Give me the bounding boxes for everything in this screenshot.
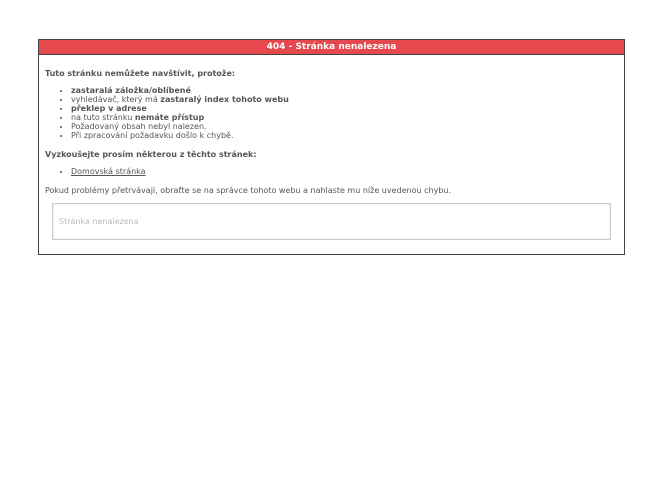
error-panel <box>38 39 625 255</box>
reason-item: • Při zpracování požadavku došlo k chybě. <box>71 131 618 140</box>
report-instructions: Pokud problémy přetrvávají, obraťte se na správce tohoto webu a nahlaste mu níže uvedenou chybu. <box>45 186 451 195</box>
reason-item: • zastaralá záložka/oblíbené <box>71 86 618 95</box>
reasons-list <box>45 86 618 140</box>
home-page-link[interactable]: Domovská stránka <box>71 167 146 176</box>
reasons-heading: Tuto stránku nemůžete navštívit, protože: <box>45 69 236 78</box>
reason-item: • Požadovaný obsah nebyl nalezen. <box>71 122 618 131</box>
list-item <box>71 167 618 176</box>
error-title: 404 - Stránka nenalezena <box>39 40 624 55</box>
reason-item: • překlep v adrese <box>71 104 618 113</box>
alternatives-list <box>45 167 618 176</box>
reason-item: • na tuto stránku nemáte přístup <box>71 113 618 122</box>
alternatives-heading: Vyzkoušejte prosím některou z těchto stránek: <box>45 150 257 159</box>
reason-item: • vyhledávač, který má zastaralý index tohoto webu <box>71 95 618 104</box>
error-code-box: Stránka nenalezena <box>52 203 611 240</box>
error-body <box>39 55 624 254</box>
